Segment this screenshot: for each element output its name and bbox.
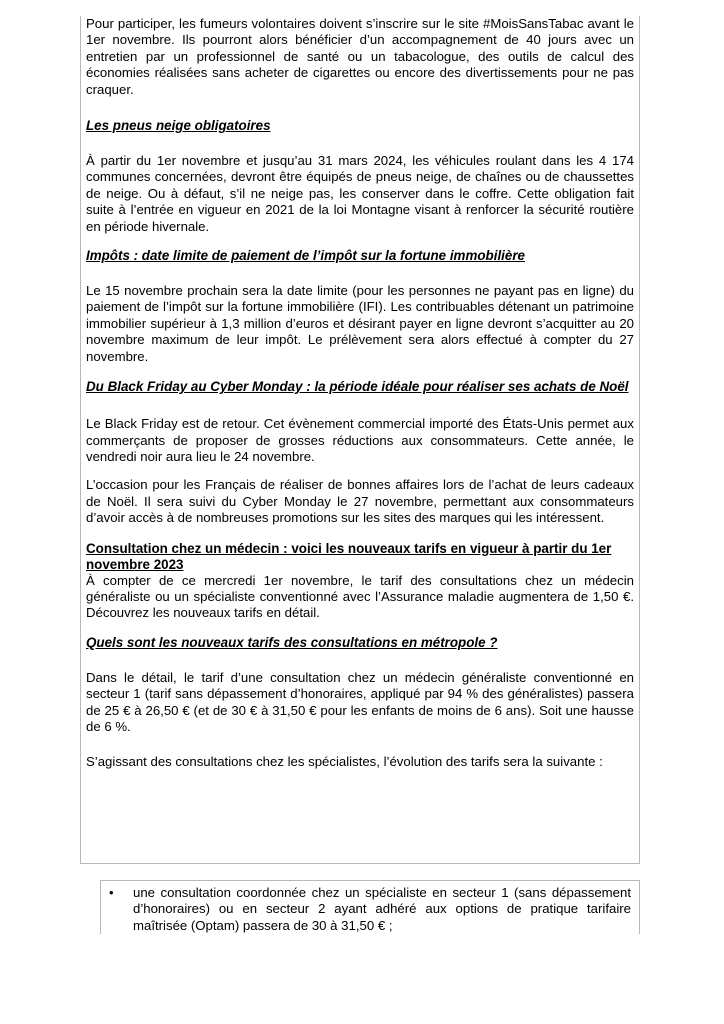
document-page xyxy=(80,16,640,771)
paragraph-consultation-medecin: À compter de ce mercredi 1er novembre, le tarif des consultations chez un médecin généraliste ou un spécialiste conventionné avec l’Assurance maladie augmentera de 1,50 €. Découvrez les nouveaux tarifs en détail. xyxy=(86,572,634,621)
paragraph-tarifs-specialistes: S’agissant des consultations chez les spécialistes, l’évolution des tarifs sera la suivante : xyxy=(86,754,603,770)
document-body xyxy=(80,16,640,771)
paragraph-black-friday-2: L’occasion pour les Français de réaliser de bonnes affaires lors de l’achat de leurs cadeaux de Noël. Il sera suivi du Cyber Monday le 27 novembre, permettant aux consommateurs d’avoir accès à de nombreuses promotions sur les sites des marques qui les intéressent. xyxy=(86,477,634,526)
specialist-tariff-list xyxy=(100,880,640,934)
heading-impots: Impôts : date limite de paiement de l’impôt sur la fortune immobilière xyxy=(86,248,525,264)
paragraph-tarifs-generalistes: Dans le détail, le tarif d’une consultation chez un médecin généraliste conventionné en secteur 1 (tarif sans dépassement d’honoraires, appliqué par 94 % des généralistes) passera de 25 € à 26,50 € (et de 30 € à 31,50 € pour les enfants de moins de 6 ans). Soit une hausse de 6 %. xyxy=(86,669,634,734)
paragraph-impots: Le 15 novembre prochain sera la date limite (pour les personnes ne payant pas en ligne) du paiement de l’impôt sur la fortune immobilière (IFI). Les contribuables détenant un patrimoine immobilier supérieur à 1,3 million d’euros et désirant payer en ligne devront s’acquitter au 20 novembre maximum de leur impôt. Le prélèvement sera alors effectué à compter du 27 novembre. xyxy=(86,283,634,364)
list-item-text: une consultation coordonnée chez un spécialiste en secteur 1 (sans dépassement d’honoraires) ou en secteur 2 ayant adhéré aux options de pratique tarifaire maîtrisée (Optam) passera de 30 à 31,50 € ; xyxy=(133,885,631,933)
list-item xyxy=(109,885,631,934)
paragraph-mois-sans-tabac: Pour participer, les fumeurs volontaires doivent s’inscrire sur le site #MoisSansTabac avant le 1er novembre. Ils pourront alors bénéficier d’un accompagnement de 40 jours avec un entretien par un professionnel de santé ou un tabacologue, des outils de calcul des économies réalisées sans acheter de cigarettes ou encore des divertissements pour ne pas craquer. xyxy=(86,16,634,97)
heading-pneus-neige: Les pneus neige obligatoires xyxy=(86,118,271,134)
heading-black-friday: Du Black Friday au Cyber Monday : la période idéale pour réaliser ses achats de Noël xyxy=(86,379,629,395)
heading-consultation-medecin: Consultation chez un médecin : voici les nouveaux tarifs en vigueur à partir du 1er novembre 2023 xyxy=(86,540,612,572)
paragraph-pneus-neige: À partir du 1er novembre et jusqu’au 31 mars 2024, les véhicules roulant dans les 4 174 communes concernées, devront être équipés de pneus neige, de chaînes ou de chaussettes de neige. Ou à défaut, s’il ne neige pas, les conserver dans le coffre. Cette obligation fait suite à l’entrée en vigueur en 2021 de la loi Montagne visant à renforcer la sécurité routière en période hivernale. xyxy=(86,153,634,234)
bullet-icon: • xyxy=(109,885,114,900)
paragraph-black-friday-1: Le Black Friday est de retour. Cet évènement commercial importé des États-Unis permet aux commerçants de proposer de grosses réductions aux consommateurs. Cette année, le vendredi noir aura lieu le 24 novembre. xyxy=(86,416,634,464)
heading-nouveaux-tarifs: Quels sont les nouveaux tarifs des consultations en métropole ? xyxy=(86,634,498,650)
